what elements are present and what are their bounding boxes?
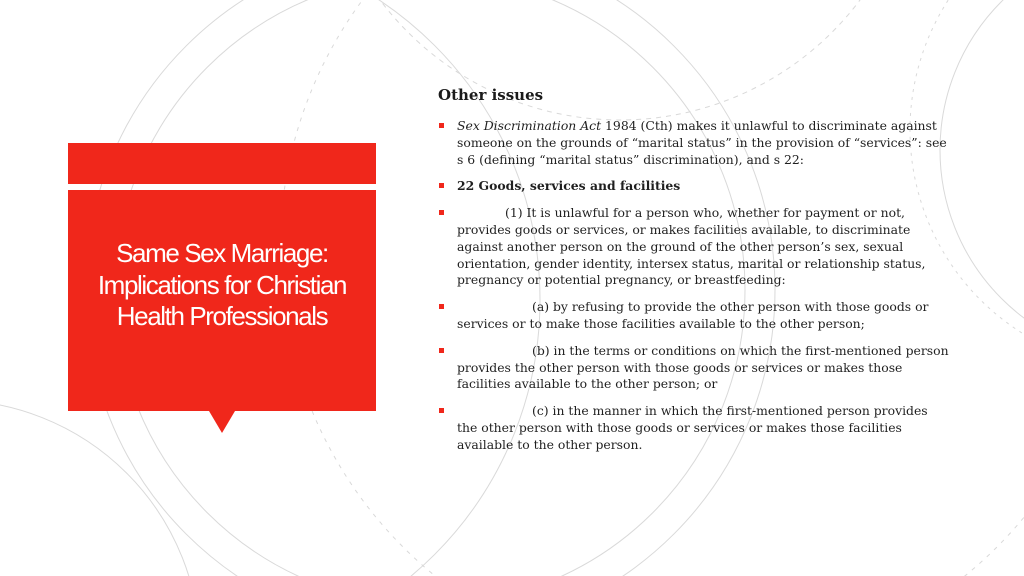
list-item-text: 1984 (Cth) makes it unlawful to discriminate against someone on the grounds of “marital status” in the provision of “services”: see s 6 (defining “marital status” discrimination), and s 22:: [457, 118, 947, 167]
act-name: Sex Discrimination Act: [457, 118, 602, 133]
list-item: [439, 403, 949, 453]
list-item: [439, 178, 949, 195]
list-item-text: (a) by refusing to provide the other person with those goods or services or to make those facilities available to the other person;: [457, 299, 929, 331]
title-panel-pointer: [209, 411, 235, 433]
list-item-text: (c) in the manner in which the first-mentioned person provides the other person with those goods or services or makes those facilities available to the other person.: [457, 403, 928, 452]
decorative-accent-strip: [68, 143, 376, 184]
bullet-square-icon: [439, 210, 444, 215]
list-item-text: (b) in the terms or conditions on which the first-mentioned person provides the other person with those goods or services or makes those facilities available to the other person; or: [457, 342, 949, 392]
bullet-square-icon: [439, 408, 444, 413]
list-item: [439, 118, 949, 168]
bullet-square-icon: [439, 123, 444, 128]
list-item: [439, 205, 949, 289]
bullet-square-icon: [439, 348, 444, 353]
list-item-text: (1) It is unlawful for a person who, whether for payment or not, provides goods or services, or makes facilities available, to discriminate against another person on the ground of the other person’s sex, sexual orientation, gender identity, intersex status, marital or relationship status, pregnancy or potential pregnancy, or breastfeeding:: [457, 205, 926, 288]
section-subheading: 22 Goods, services and facilities: [457, 178, 681, 194]
section-heading: Other issues: [438, 86, 544, 104]
bullet-list: [439, 118, 949, 464]
list-item: [439, 343, 949, 393]
list-item: [439, 299, 949, 333]
bullet-square-icon: [439, 304, 444, 309]
slide-title: Same Sex Marriage: Implications for Christian Health Professionals: [97, 238, 347, 331]
bullet-square-icon: [439, 183, 444, 188]
